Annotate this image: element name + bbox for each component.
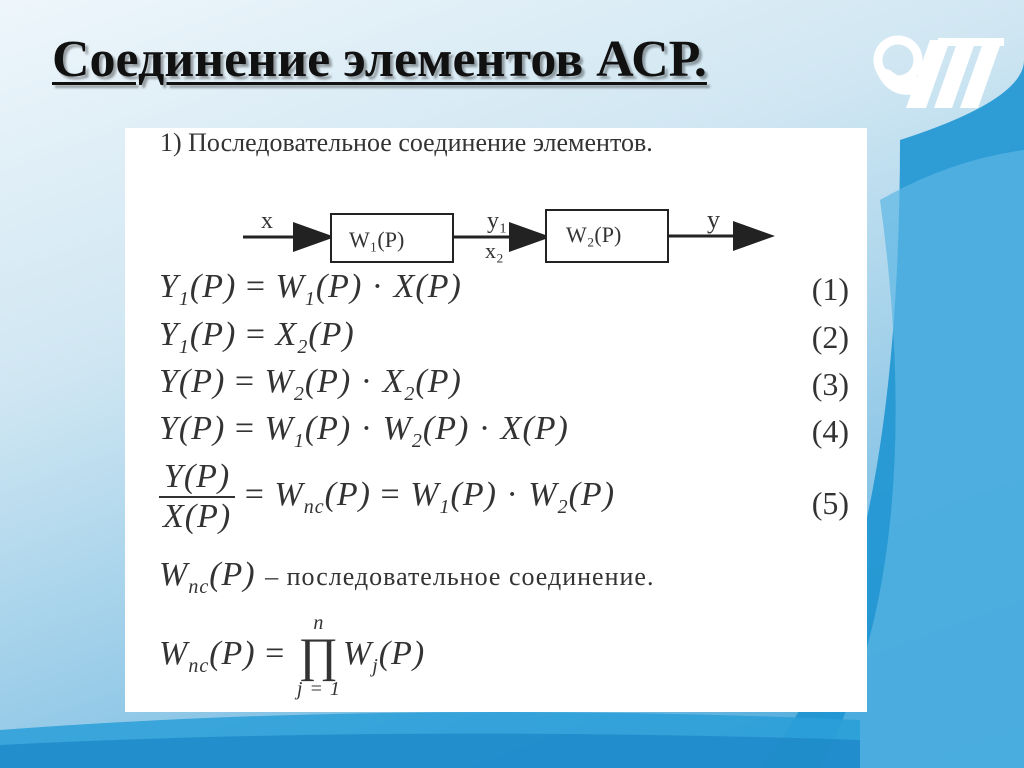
equation-1-number: (1) [811,271,849,307]
equation-3-number: (3) [811,366,849,402]
fraction: $\frac{Y(P)}{X(P)}$ [159,458,235,536]
section-heading: 1) Последовательное соединение элементов. [160,128,653,157]
content-card [125,128,867,712]
block1-label: W₁(P) [349,227,405,252]
equation-5-number: (5) [811,485,849,521]
product-operator: n ∏ j = 1 [296,612,341,700]
equation-4: $Y(P) = W_1(P) \cdot W_2(P) \cdot X(P)$ [159,410,569,452]
mid-top-label: y₁ [487,208,508,234]
equation-2: $Y_1(P) = X_2(P)$ [159,316,355,358]
equation-4-number: (4) [811,413,849,449]
series-definition: $W_{пс}(P)$ – последовательное соединение. [159,556,655,598]
block2-label: W₂(P) [566,222,622,247]
product-formula: $W_{пс}(P)$ = n ∏ j = 1 $W_j(P)$ [159,612,426,700]
equation-2-number: (2) [811,319,849,355]
output-label: y [707,205,720,234]
block-diagram [125,128,867,268]
series-definition-text: – последовательное соединение. [265,562,655,591]
equation-1: $Y_1(P) = W_1(P) \cdot X(P)$ [159,268,462,310]
mid-bottom-label: x₂ [485,238,504,263]
slide-title: Соединение элементов АСР. [52,31,707,88]
input-label: x [261,208,273,234]
equation-3: $Y(P) = W_2(P) \cdot X_2(P)$ [159,363,462,405]
product-upper-limit: n [313,612,325,634]
university-logo [868,30,1008,115]
product-lower-limit: j = 1 [296,678,341,700]
equation-5: $\frac{Y(P)}{X(P)}$ = $W_{пс}(P) = W_1(P) \cdot W_2(P)$ [159,458,615,536]
